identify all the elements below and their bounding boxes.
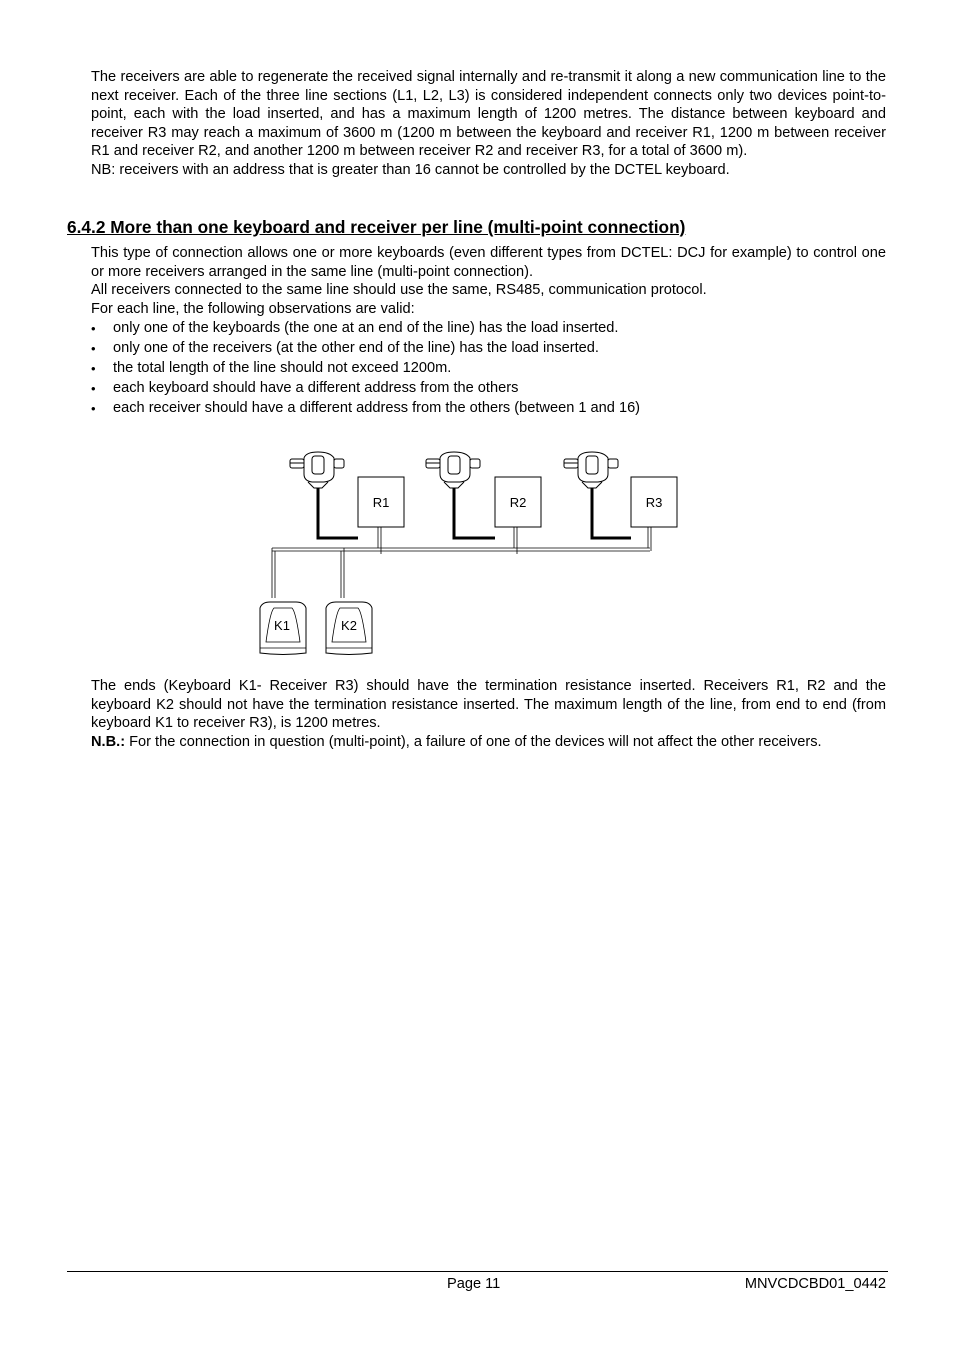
section-line-1: This type of connection allows one or more keyboards (even different types from DCTEL: DCJ for example) to control one or more receivers arranged in the same line (multi-point connection). — [91, 245, 886, 280]
keyboard-label: K1 — [274, 618, 290, 633]
receiver-r2 — [495, 477, 541, 527]
nb-label: N.B.: — [91, 733, 126, 750]
keyboard-k2 — [326, 602, 372, 655]
list-item — [91, 399, 886, 419]
list-item — [91, 339, 886, 359]
cable — [454, 488, 495, 538]
section-line-3: For each line, the following observations are valid: — [91, 300, 415, 317]
section-intro — [91, 244, 886, 318]
closing-text: The ends (Keyboard K1- Receiver R3) should have the termination resistance inserted. Receivers R1, R2 and the keyboard K2 should not have the termination resistance inserted. The maximum length of the line, from end to end (from keyboard K1 to receiver R3), is 1200 metres. — [91, 678, 886, 732]
receiver-r3 — [631, 477, 677, 527]
footer-divider — [67, 1271, 888, 1272]
section-line-2: All receivers connected to the same line should use the same, RS485, communication protocol. — [91, 282, 707, 299]
closing-paragraph — [91, 677, 886, 751]
bullet-icon: • — [91, 340, 96, 356]
bullet-icon: • — [91, 400, 96, 416]
bullet-icon: • — [91, 360, 96, 376]
section-heading: 6.4.2 More than one keyboard and receiver per line (multi-point connection) — [67, 217, 686, 237]
list-item-text: only one of the receivers (at the other end of the line) has the load inserted. — [113, 339, 599, 356]
list-item — [91, 319, 886, 339]
page-number: Page 11 — [447, 1276, 501, 1292]
multipoint-connection-diagram — [250, 448, 690, 660]
pan-tilt-unit-icon — [426, 452, 480, 488]
list-item — [91, 379, 886, 399]
nb-text: For the connection in question (multi-point), a failure of one of the devices will not affect the other receivers. — [125, 733, 822, 750]
keyboard-label: K2 — [341, 618, 357, 633]
list-item-text: each keyboard should have a different address from the others — [113, 379, 519, 396]
bullet-icon: • — [91, 380, 96, 396]
keyboard-k1 — [260, 602, 306, 655]
intro-text: The receivers are able to regenerate the received signal internally and re-transmit it along a new communication line to the next receiver. Each of the three line sections (L1, L2, L3) is considered independent connects only two devices point-to-point, each with the load inserted, and has a maximum length of 1200 metres. The distance between keyboard and receiver R3 may reach a maximum of 3600 m (1200 m between the keyboard and receiver R1, 1200 m between receiver R1 and receiver R2, and another 1200 m between receiver R2 and receiver R3, for a total of 3600 m). — [91, 69, 886, 160]
cable — [592, 488, 631, 538]
cable — [318, 488, 358, 538]
list-item-text: each receiver should have a different address from the others (between 1 and 16) — [113, 399, 641, 416]
intro-note: NB: receivers with an address that is greater than 16 cannot be controlled by the DCTEL keyboard. — [91, 161, 730, 178]
receiver-label: R3 — [645, 495, 663, 510]
intro-paragraph — [91, 68, 886, 180]
list-item-text: only one of the keyboards (the one at an end of the line) has the load inserted. — [113, 320, 619, 336]
bullet-icon: • — [91, 321, 96, 336]
pan-tilt-unit-icon — [290, 452, 344, 488]
list-item — [91, 359, 886, 379]
document-code: MNVCDCBD01_0442 — [744, 1276, 886, 1292]
observation-list — [91, 319, 886, 418]
receiver-r1 — [358, 477, 404, 527]
pan-tilt-unit-icon — [564, 452, 618, 488]
receiver-label: R1 — [372, 495, 390, 510]
list-item-text: the total length of the line should not exceed 1200m. — [113, 359, 452, 376]
receiver-label: R2 — [509, 495, 527, 510]
